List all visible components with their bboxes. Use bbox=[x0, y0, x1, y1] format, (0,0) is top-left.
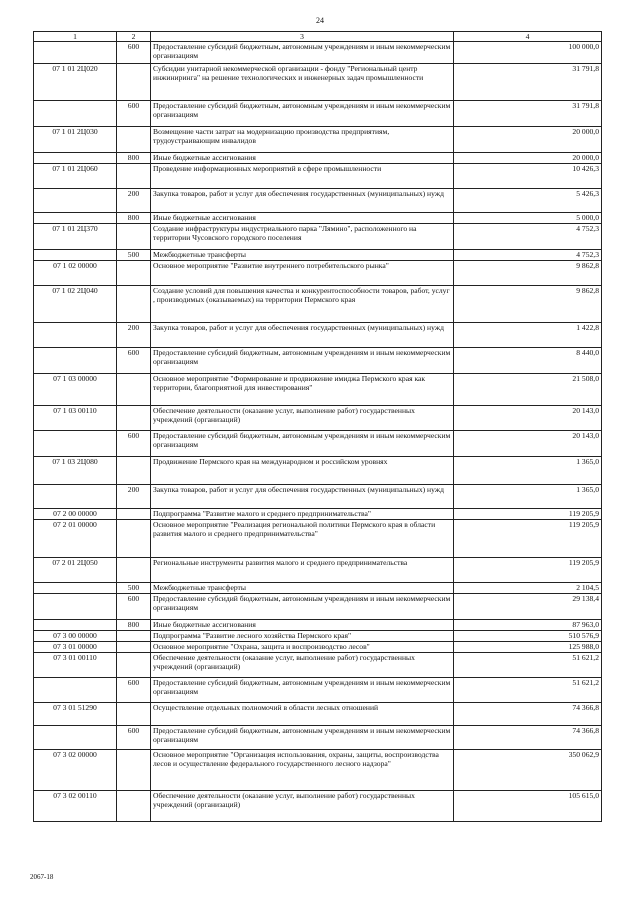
row-name: Продвижение Пермского края на международном и российском уровнях bbox=[151, 457, 454, 485]
row-code bbox=[34, 189, 117, 213]
row-name: Основное мероприятие "Реализация региональной политики Пермского края в области развития малого и среднего предпринимательства" bbox=[151, 520, 454, 558]
row-expense-type: 600 bbox=[117, 348, 151, 374]
row-name: Иные бюджетные ассигнования bbox=[151, 620, 454, 631]
row-code: 07 1 01 2Ц030 bbox=[34, 127, 117, 153]
row-amount: 119 205,9 bbox=[454, 558, 602, 583]
row-code: 07 3 01 00000 bbox=[34, 642, 117, 653]
row-code: 07 1 01 2Ц060 bbox=[34, 164, 117, 189]
row-expense-type: 600 bbox=[117, 431, 151, 457]
row-code bbox=[34, 485, 117, 509]
header-col-2: 2 bbox=[117, 32, 151, 42]
row-amount: 51 621,2 bbox=[454, 678, 602, 703]
row-name: Создание условий для повышения качества и конкурентоспособности товаров, работ, услуг , производимых (оказываемых) на территории Пермского края bbox=[151, 286, 454, 323]
row-amount: 20 143,0 bbox=[454, 431, 602, 457]
row-expense-type bbox=[117, 703, 151, 726]
table-row bbox=[34, 286, 602, 323]
row-expense-type: 200 bbox=[117, 189, 151, 213]
row-expense-type bbox=[117, 558, 151, 583]
row-code bbox=[34, 583, 117, 594]
row-name: Предоставление субсидий бюджетным, автономным учреждениям и иным некоммерческим организациям bbox=[151, 101, 454, 127]
row-name: Иные бюджетные ассигнования bbox=[151, 213, 454, 224]
row-name: Основное мероприятие "Организация использования, охраны, защиты, воспроизводства лесов и осуществление федерального государственного лесного надзора" bbox=[151, 750, 454, 791]
row-code bbox=[34, 594, 117, 620]
row-name: Закупка товаров, работ и услуг для обеспечения государственных (муниципальных) нужд bbox=[151, 323, 454, 348]
row-expense-type bbox=[117, 791, 151, 822]
table-row bbox=[34, 431, 602, 457]
table-row bbox=[34, 703, 602, 726]
row-name: Основное мероприятие "Формирование и продвижение имиджа Пермского края как территории, благоприятной для инвестирования" bbox=[151, 374, 454, 406]
table-row bbox=[34, 678, 602, 703]
row-expense-type: 600 bbox=[117, 678, 151, 703]
row-expense-type: 600 bbox=[117, 42, 151, 64]
table-row bbox=[34, 42, 602, 64]
row-code bbox=[34, 42, 117, 64]
row-expense-type: 600 bbox=[117, 101, 151, 127]
row-name: Предоставление субсидий бюджетным, автономным учреждениям и иным некоммерческим организациям bbox=[151, 42, 454, 64]
row-amount: 4 752,3 bbox=[454, 224, 602, 250]
page-number: 24 bbox=[316, 16, 324, 25]
row-expense-type bbox=[117, 164, 151, 189]
row-code: 07 1 03 00000 bbox=[34, 374, 117, 406]
row-amount: 20 143,0 bbox=[454, 406, 602, 431]
row-name: Возмещение части затрат на модернизацию производства предприятиям, трудоустраивающим инвалидов bbox=[151, 127, 454, 153]
row-expense-type bbox=[117, 374, 151, 406]
row-name: Закупка товаров, работ и услуг для обеспечения государственных (муниципальных) нужд bbox=[151, 189, 454, 213]
table-row bbox=[34, 509, 602, 520]
table-row bbox=[34, 224, 602, 250]
row-amount: 20 000,0 bbox=[454, 127, 602, 153]
row-code bbox=[34, 431, 117, 457]
table-row bbox=[34, 101, 602, 127]
table-row bbox=[34, 485, 602, 509]
row-amount: 29 138,4 bbox=[454, 594, 602, 620]
row-expense-type bbox=[117, 631, 151, 642]
row-code: 07 3 01 51290 bbox=[34, 703, 117, 726]
table-row bbox=[34, 127, 602, 153]
header-col-3: 3 bbox=[151, 32, 454, 42]
row-expense-type bbox=[117, 224, 151, 250]
row-expense-type bbox=[117, 127, 151, 153]
table-row bbox=[34, 642, 602, 653]
row-expense-type bbox=[117, 642, 151, 653]
row-code bbox=[34, 348, 117, 374]
table-row bbox=[34, 791, 602, 822]
row-amount: 87 963,0 bbox=[454, 620, 602, 631]
table-row bbox=[34, 261, 602, 286]
table-row bbox=[34, 594, 602, 620]
budget-table bbox=[33, 31, 602, 822]
header-col-4: 4 bbox=[454, 32, 602, 42]
row-code bbox=[34, 213, 117, 224]
row-name: Предоставление субсидий бюджетным, автономным учреждениям и иным некоммерческим организациям bbox=[151, 726, 454, 750]
header-col-1: 1 bbox=[34, 32, 117, 42]
row-expense-type bbox=[117, 261, 151, 286]
row-name: Создание инфраструктуры индустриального парка "Лямино", расположенного на территории Чусовского городского поселения bbox=[151, 224, 454, 250]
row-amount: 31 791,8 bbox=[454, 101, 602, 127]
row-name: Обеспечение деятельности (оказание услуг, выполнение работ) государственных учреждений (организаций) bbox=[151, 791, 454, 822]
table-row bbox=[34, 164, 602, 189]
row-amount: 8 440,0 bbox=[454, 348, 602, 374]
row-expense-type: 200 bbox=[117, 485, 151, 509]
row-code: 07 3 02 00110 bbox=[34, 791, 117, 822]
row-code: 07 1 01 2Ц020 bbox=[34, 64, 117, 101]
row-code: 07 3 01 00110 bbox=[34, 653, 117, 678]
table-row bbox=[34, 153, 602, 164]
table-row bbox=[34, 457, 602, 485]
row-name: Межбюджетные трансферты bbox=[151, 583, 454, 594]
row-expense-type bbox=[117, 509, 151, 520]
row-code bbox=[34, 678, 117, 703]
row-amount: 1 365,0 bbox=[454, 457, 602, 485]
row-amount: 74 366,8 bbox=[454, 703, 602, 726]
row-amount: 5 000,0 bbox=[454, 213, 602, 224]
row-code bbox=[34, 153, 117, 164]
row-code: 07 2 00 00000 bbox=[34, 509, 117, 520]
row-name: Осуществление отдельных полномочий в области лесных отношений bbox=[151, 703, 454, 726]
row-code bbox=[34, 101, 117, 127]
row-amount: 119 205,9 bbox=[454, 520, 602, 558]
row-expense-type: 800 bbox=[117, 620, 151, 631]
table-row bbox=[34, 653, 602, 678]
row-name: Региональные инструменты развития малого и среднего предпринимательства bbox=[151, 558, 454, 583]
row-expense-type: 600 bbox=[117, 726, 151, 750]
table-row bbox=[34, 323, 602, 348]
row-amount: 105 615,0 bbox=[454, 791, 602, 822]
row-code bbox=[34, 620, 117, 631]
table-row bbox=[34, 374, 602, 406]
row-expense-type: 800 bbox=[117, 153, 151, 164]
row-expense-type bbox=[117, 457, 151, 485]
row-code: 07 1 02 00000 bbox=[34, 261, 117, 286]
row-name: Предоставление субсидий бюджетным, автономным учреждениям и иным некоммерческим организациям bbox=[151, 594, 454, 620]
row-expense-type bbox=[117, 406, 151, 431]
row-name: Обеспечение деятельности (оказание услуг, выполнение работ) государственных учреждений (организаций) bbox=[151, 653, 454, 678]
row-amount: 31 791,8 bbox=[454, 64, 602, 101]
row-name: Проведение информационных мероприятий в сфере промышленности bbox=[151, 164, 454, 189]
row-code: 07 3 02 00000 bbox=[34, 750, 117, 791]
table-row bbox=[34, 620, 602, 631]
row-code: 07 1 03 2Ц080 bbox=[34, 457, 117, 485]
row-name: Субсидии унитарной некоммерческой организации - фонду "Региональный центр инжиниринга" на решение технологических и инженерных задач промышленности bbox=[151, 64, 454, 101]
header-row bbox=[34, 32, 602, 42]
row-amount: 1 422,8 bbox=[454, 323, 602, 348]
row-expense-type bbox=[117, 286, 151, 323]
row-amount: 1 365,0 bbox=[454, 485, 602, 509]
row-code: 07 2 01 2Ц050 bbox=[34, 558, 117, 583]
row-amount: 125 988,0 bbox=[454, 642, 602, 653]
row-name: Иные бюджетные ассигнования bbox=[151, 153, 454, 164]
row-amount: 21 508,0 bbox=[454, 374, 602, 406]
row-amount: 51 621,2 bbox=[454, 653, 602, 678]
row-expense-type: 200 bbox=[117, 323, 151, 348]
row-amount: 9 862,8 bbox=[454, 261, 602, 286]
row-code: 07 1 02 2Ц040 bbox=[34, 286, 117, 323]
table-row bbox=[34, 726, 602, 750]
row-amount: 100 000,0 bbox=[454, 42, 602, 64]
table-header bbox=[34, 32, 602, 42]
table-row bbox=[34, 64, 602, 101]
table-row bbox=[34, 750, 602, 791]
row-code bbox=[34, 726, 117, 750]
row-name: Межбюджетные трансферты bbox=[151, 250, 454, 261]
row-code: 07 1 03 00110 bbox=[34, 406, 117, 431]
row-expense-type: 600 bbox=[117, 594, 151, 620]
row-amount: 4 752,3 bbox=[454, 250, 602, 261]
row-amount: 2 104,5 bbox=[454, 583, 602, 594]
table-row bbox=[34, 213, 602, 224]
row-expense-type bbox=[117, 520, 151, 558]
row-name: Предоставление субсидий бюджетным, автономным учреждениям и иным некоммерческим организациям bbox=[151, 431, 454, 457]
footer-code: 2067-18 bbox=[30, 873, 54, 881]
row-amount: 350 062,9 bbox=[454, 750, 602, 791]
table-body bbox=[34, 42, 602, 822]
row-amount: 5 426,3 bbox=[454, 189, 602, 213]
row-amount: 510 576,9 bbox=[454, 631, 602, 642]
row-amount: 119 205,9 bbox=[454, 509, 602, 520]
row-name: Подпрограмма "Развитие малого и среднего предпринимательства" bbox=[151, 509, 454, 520]
row-name: Основное мероприятие "Охрана, защита и воспроизводство лесов" bbox=[151, 642, 454, 653]
row-name: Основное мероприятие "Развитие внутреннего потребительского рынка" bbox=[151, 261, 454, 286]
table-row bbox=[34, 189, 602, 213]
table-row bbox=[34, 520, 602, 558]
table-row bbox=[34, 250, 602, 261]
row-expense-type: 500 bbox=[117, 250, 151, 261]
row-code: 07 2 01 00000 bbox=[34, 520, 117, 558]
row-expense-type bbox=[117, 653, 151, 678]
table-row bbox=[34, 406, 602, 431]
row-name: Закупка товаров, работ и услуг для обеспечения государственных (муниципальных) нужд bbox=[151, 485, 454, 509]
row-name: Предоставление субсидий бюджетным, автономным учреждениям и иным некоммерческим организациям bbox=[151, 678, 454, 703]
row-amount: 10 426,3 bbox=[454, 164, 602, 189]
row-expense-type bbox=[117, 64, 151, 101]
row-expense-type: 500 bbox=[117, 583, 151, 594]
row-amount: 20 000,0 bbox=[454, 153, 602, 164]
table-row bbox=[34, 631, 602, 642]
table-row bbox=[34, 348, 602, 374]
row-expense-type: 800 bbox=[117, 213, 151, 224]
row-code bbox=[34, 250, 117, 261]
row-amount: 9 862,8 bbox=[454, 286, 602, 323]
table-row bbox=[34, 558, 602, 583]
row-code bbox=[34, 323, 117, 348]
row-code: 07 3 00 00000 bbox=[34, 631, 117, 642]
row-amount: 74 366,8 bbox=[454, 726, 602, 750]
row-expense-type bbox=[117, 750, 151, 791]
table-row bbox=[34, 583, 602, 594]
row-name: Предоставление субсидий бюджетным, автономным учреждениям и иным некоммерческим организациям bbox=[151, 348, 454, 374]
row-name: Обеспечение деятельности (оказание услуг, выполнение работ) государственных учреждений (организаций) bbox=[151, 406, 454, 431]
row-name: Подпрограмма "Развитие лесного хозяйства Пермского края" bbox=[151, 631, 454, 642]
row-code: 07 1 01 2Ц370 bbox=[34, 224, 117, 250]
